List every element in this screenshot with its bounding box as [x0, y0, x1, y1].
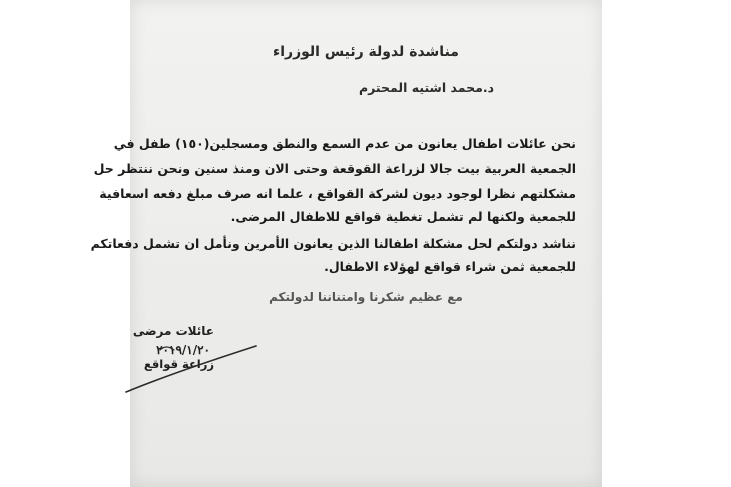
- paragraph1-line: مشكلتهم نظرا لوجود ديون لشركة القواقع ، علما انه صرف مبلغ دفعه اسعافية: [99, 186, 576, 201]
- letter-recipient: د.محمد اشتيه المحترم: [359, 80, 494, 95]
- letter-page: [90, 0, 602, 487]
- paragraph2-line: للجمعية ثمن شراء قواقع لهؤلاء الاطفال.: [324, 259, 576, 274]
- signature-location: زراعة قواقع: [143, 357, 214, 371]
- paragraph1-line: للجمعية ولكنها لم تشمل تغطية قواقع للاطفال المرضى.: [230, 209, 576, 224]
- signature-date: ٢٠١٩/١/٢٠: [156, 343, 210, 357]
- closing-line: مع عظيم شكرنا وامتناننا لدولتكم: [269, 290, 463, 304]
- letter-title: مناشدة لدولة رئيس الوزراء: [273, 44, 459, 60]
- paragraph2-line: نناشد دولتكم لحل مشكلة اطفالنا الذين يعانون الأمرين ونأمل ان تشمل دفعاتكم: [90, 236, 576, 251]
- paragraph1-line: الجمعية العربية بيت جالا لزراعة القوقعة وحتى الان ومنذ سنين ونحن ننتظر حل: [93, 161, 576, 176]
- signature-sender: عائلات مرضى: [132, 324, 214, 338]
- paragraph1-line: نحن عائلات اطفال يعانون من عدم السمع والنطق ومسجلين(١٥٠) طفل في: [113, 136, 576, 151]
